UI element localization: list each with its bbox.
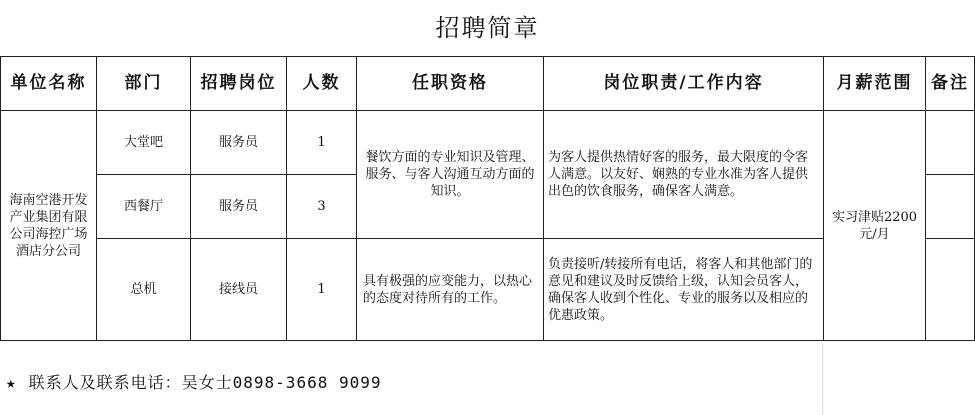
department-cell: 总机 <box>97 239 191 341</box>
position-cell: 服务员 <box>191 175 287 239</box>
count-cell: 1 <box>287 239 357 341</box>
count-cell: 3 <box>287 175 357 239</box>
department-cell: 大堂吧 <box>97 111 191 175</box>
header-salary: 月薪范围 <box>824 57 926 111</box>
contact-line <box>6 370 382 393</box>
table-row <box>1 111 975 175</box>
salary-cell: 实习津贴2200元/月 <box>824 111 926 341</box>
duty-cell: 负责接听/转接所有电话，将客人和其他部门的意见和建议及时反馈给上级，认知会员客人，确保客人收到个性化、专业的服务以及相应的优惠政策。 <box>544 239 824 341</box>
position-cell: 接线员 <box>191 239 287 341</box>
company-name: 海南空港开发产业集团有限公司海控广场酒店分公司 <box>1 111 97 341</box>
header-company: 单位名称 <box>1 57 97 111</box>
header-position: 招聘岗位 <box>191 57 287 111</box>
page-title: 招聘简章 <box>1 0 975 57</box>
remark-cell <box>926 239 975 341</box>
qualification-cell: 餐饮方面的专业知识及管理、服务、与客人沟通互动方面的知识。 <box>357 111 544 239</box>
header-remarks: 备注 <box>926 57 975 111</box>
star-icon: ★ <box>6 373 17 392</box>
header-duties: 岗位职责/工作内容 <box>544 57 824 111</box>
duty-cell: 为客人提供热情好客的服务，最大限度的令客人满意。以友好、娴熟的专业水准为客人提供出色的饮食服务，确保客人满意。 <box>544 111 824 239</box>
contact-text: 联系人及联系电话：吴女士0898-3668 9099 <box>28 373 382 392</box>
count-cell: 1 <box>287 111 357 175</box>
header-qualification: 任职资格 <box>357 57 544 111</box>
remark-cell <box>926 111 975 175</box>
remark-cell <box>926 175 975 239</box>
divider <box>822 343 975 415</box>
header-department: 部门 <box>97 57 191 111</box>
header-count: 人数 <box>287 57 357 111</box>
department-cell: 西餐厅 <box>97 175 191 239</box>
qualification-cell: 具有极强的应变能力，以热心的态度对待所有的工作。 <box>357 239 544 341</box>
position-cell: 服务员 <box>191 111 287 175</box>
